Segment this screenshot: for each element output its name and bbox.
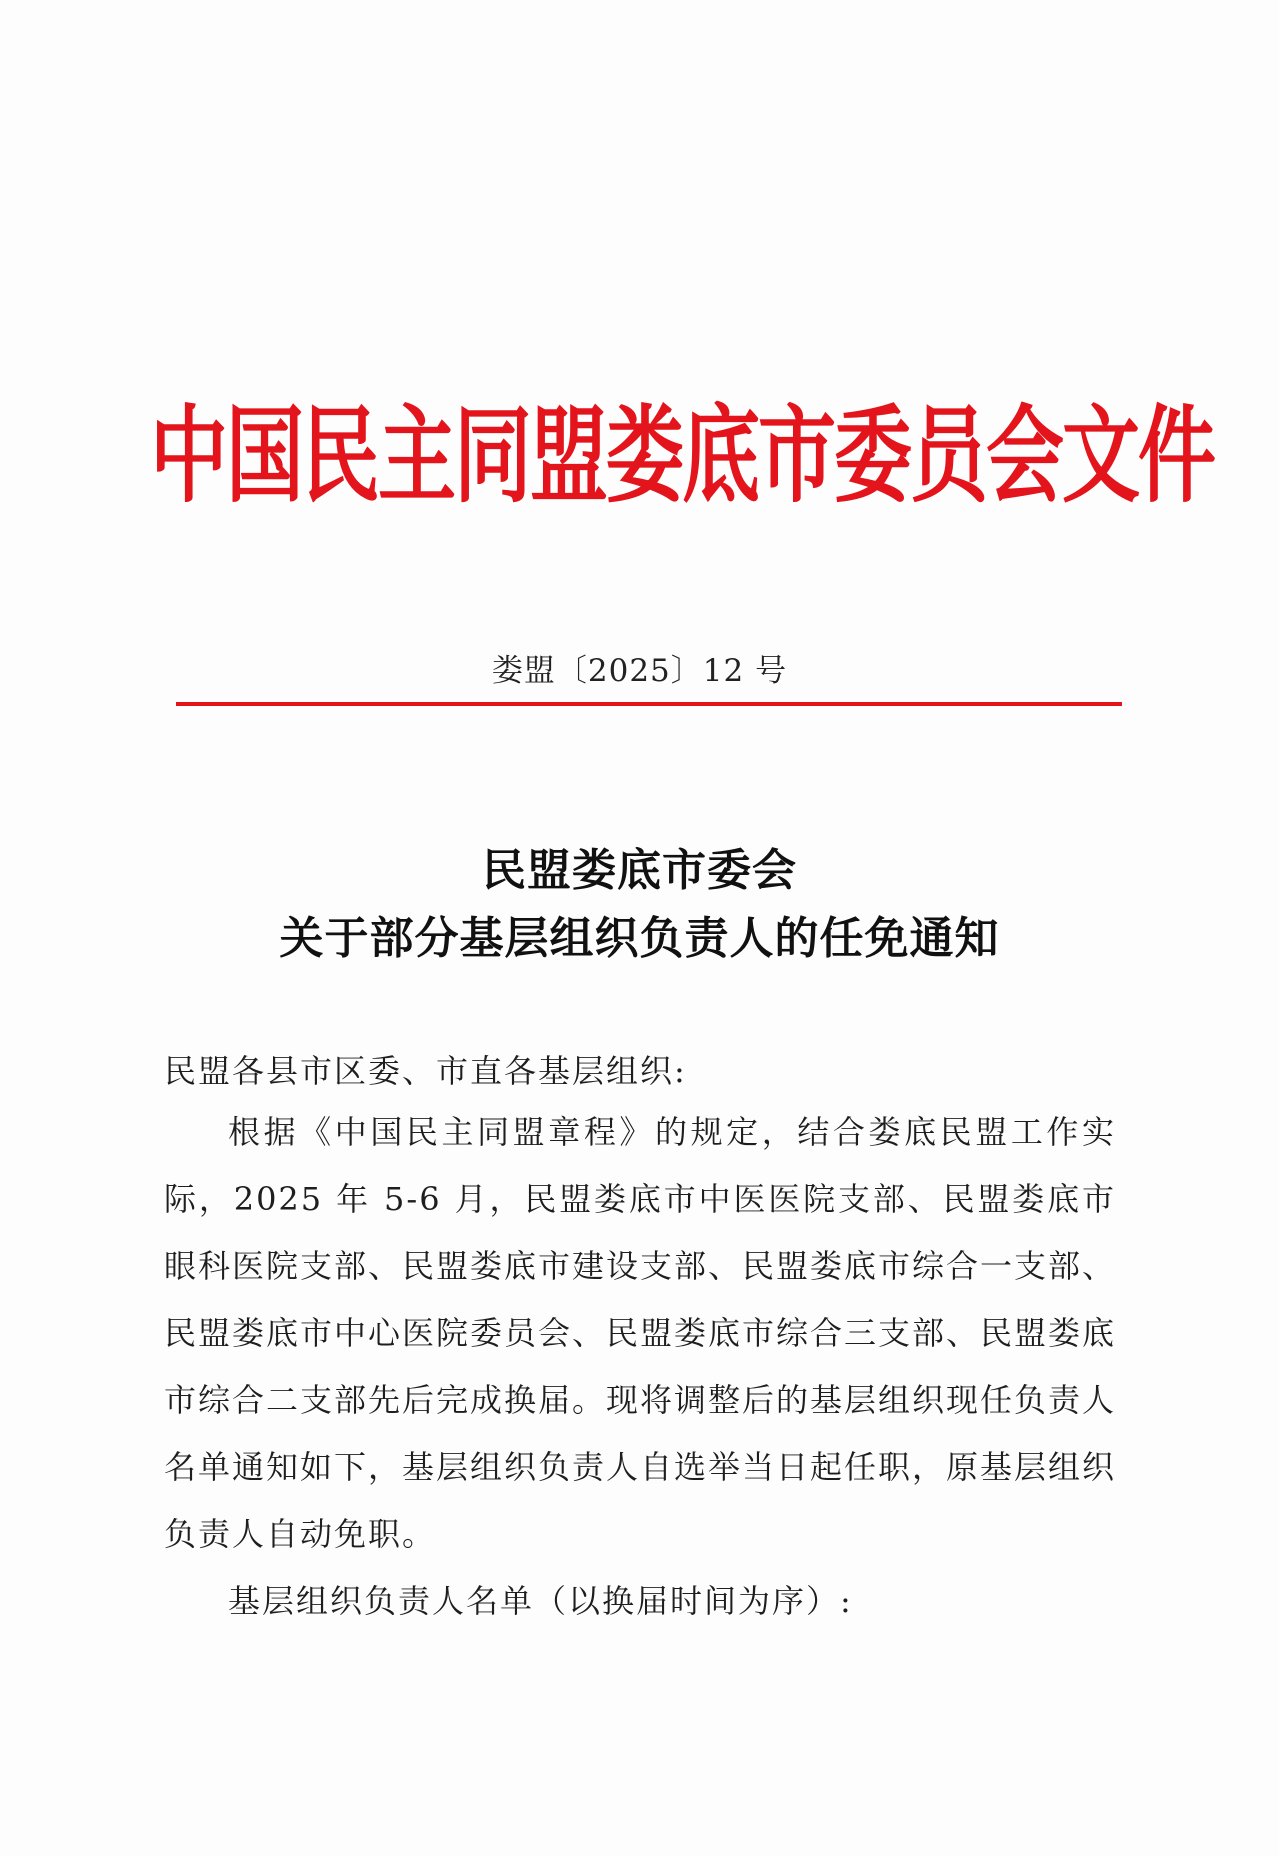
body-paragraph: 根据《中国民主同盟章程》的规定，结合娄底民盟工作实际，2025 年 5-6 月，民盟娄底市中医医院支部、民盟娄底市眼科医院支部、民盟娄底市建设支部、民盟娄底市综合一支部、民盟娄底市中心医院委员会、民盟娄底市综合三支部、民盟娄底市综合二支部先后完成换届。现将调整后的基层组织现任负责人名单通知如下，基层组织负责人自选举当日起任职，原基层组织负责人自动免职。 bbox=[164, 1113, 1117, 1553]
list-heading: 基层组织负责人名单（以换届时间为序）: bbox=[228, 1582, 853, 1620]
notice-title-line-2: 关于部分基层组织负责人的任免通知 bbox=[279, 913, 1000, 964]
document-number: 娄盟〔2025〕12 号 bbox=[491, 653, 788, 689]
notice-title-line-1: 民盟娄底市委会 bbox=[482, 845, 797, 896]
red-separator-line bbox=[176, 702, 1122, 706]
masthead-title: 中国民主同盟娄底市委员会文件 bbox=[150, 396, 1215, 518]
salutation: 民盟各县市区委、市直各基层组织: bbox=[164, 1052, 687, 1090]
